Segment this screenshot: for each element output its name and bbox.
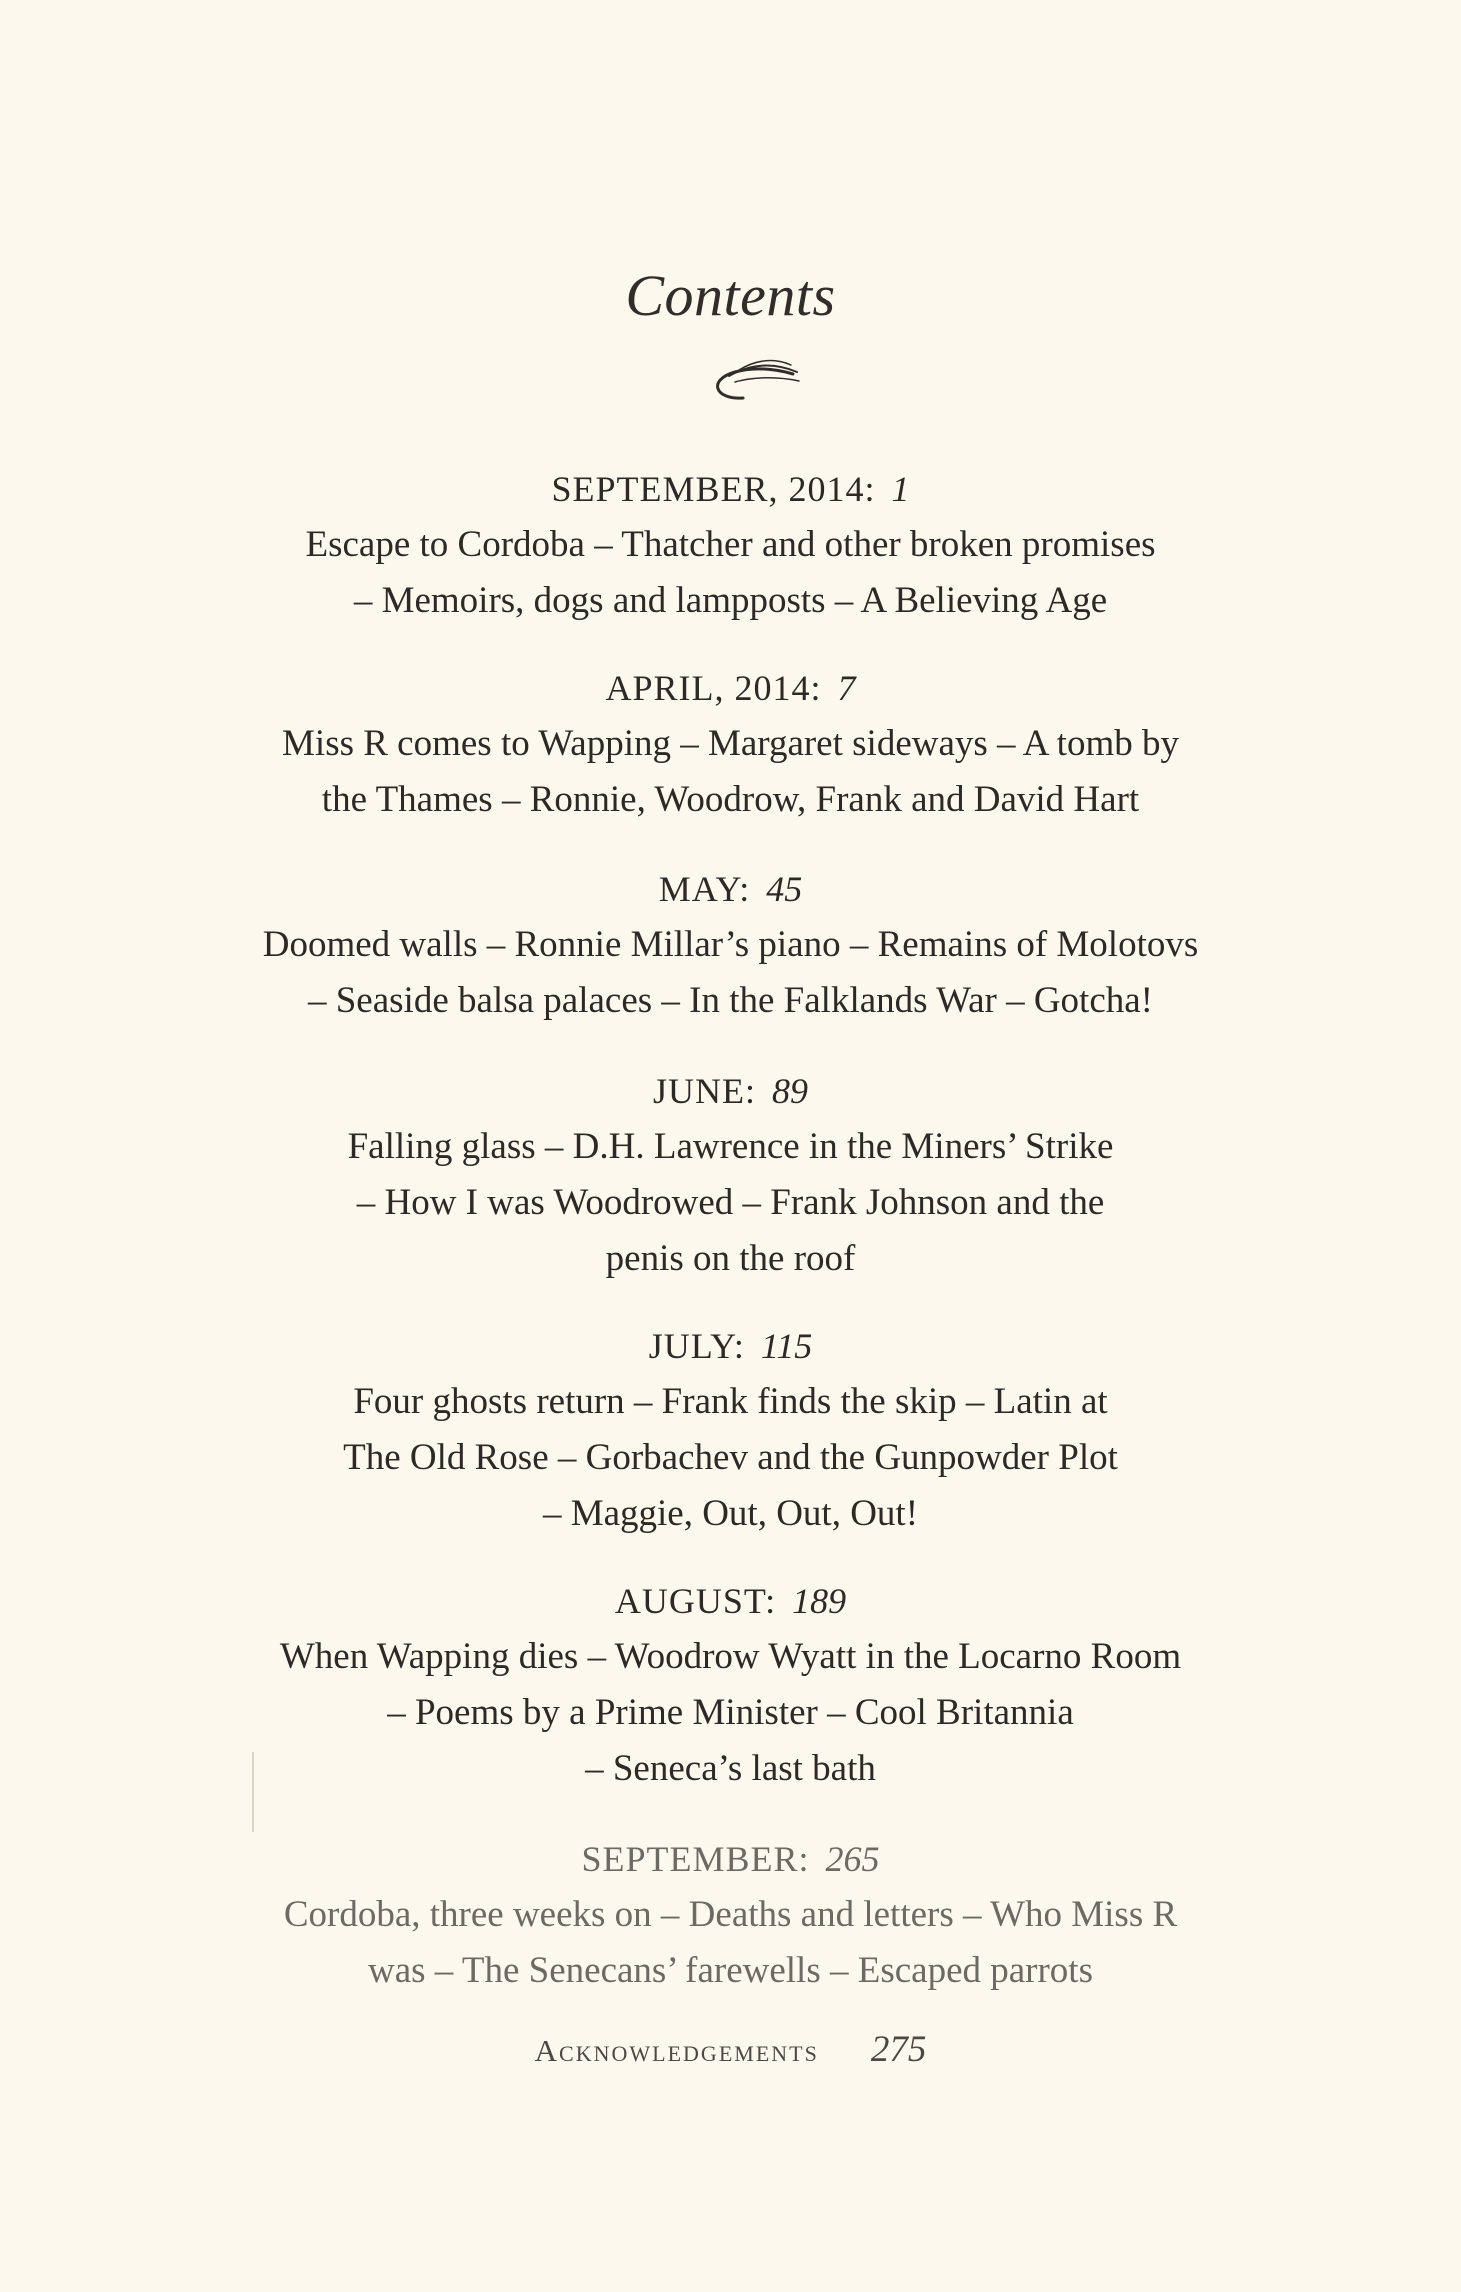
section-summary-line: Four ghosts return – Frank finds the skip – Latin at	[353, 1381, 1108, 1422]
section-heading-label: SEPTEMBER, 2014:	[551, 469, 876, 509]
section-summary-line: Miss R comes to Wapping – Margaret sideways – A tomb by	[282, 723, 1179, 764]
toc-section-may	[0, 861, 1461, 1029]
acknowledgements-page-number: 275	[870, 2029, 927, 2070]
section-heading-label: JUNE:	[653, 1071, 756, 1111]
section-heading	[0, 1831, 1461, 1887]
section-summary-line: – Seneca’s last bath	[585, 1748, 876, 1789]
section-summary-line: penis on the roof	[605, 1238, 856, 1279]
toc-section-august	[0, 1573, 1461, 1797]
section-summary-line: was – The Senecans’ farewells – Escaped parrots	[368, 1950, 1093, 1991]
section-summary-line: Escape to Cordoba – Thatcher and other broken promises	[305, 524, 1156, 565]
section-page-number: 45	[766, 869, 803, 909]
toc-section-september	[0, 1831, 1461, 1999]
section-summary-line: the Thames – Ronnie, Woodrow, Frank and David Hart	[321, 779, 1140, 820]
section-summary-line: Falling glass – D.H. Lawrence in the Miners’ Strike	[347, 1126, 1114, 1167]
section-heading	[0, 1318, 1461, 1374]
section-heading	[0, 660, 1461, 716]
toc-section-july	[0, 1318, 1461, 1542]
section-summary-line: – Memoirs, dogs and lampposts – A Believing Age	[353, 580, 1108, 621]
section-page-number: 115	[760, 1326, 813, 1366]
section-summary-line: – Seaside balsa palaces – In the Falklands War – Gotcha!	[307, 980, 1154, 1021]
section-heading	[0, 461, 1461, 517]
section-heading	[0, 1573, 1461, 1629]
section-heading-label: SEPTEMBER:	[581, 1839, 810, 1879]
toc-section-april-2014	[0, 660, 1461, 828]
section-heading-label: AUGUST:	[614, 1581, 777, 1621]
section-heading	[0, 861, 1461, 917]
section-summary-line: Doomed walls – Ronnie Millar’s piano – Remains of Molotovs	[262, 924, 1199, 965]
section-heading-label: APRIL, 2014:	[605, 668, 822, 708]
section-heading-label: MAY:	[658, 869, 751, 909]
section-page-number: 189	[792, 1581, 847, 1621]
section-page-number: 265	[825, 1839, 880, 1879]
toc-acknowledgements	[0, 2022, 1461, 2079]
section-heading	[0, 1063, 1461, 1119]
section-summary-line: – Poems by a Prime Minister – Cool Britannia	[387, 1692, 1074, 1733]
toc-section-september-2014	[0, 461, 1461, 629]
scan-margin-mark	[252, 1752, 254, 1832]
acknowledgements-label: Acknowledgements	[534, 2033, 819, 2068]
section-page-number: 1	[891, 469, 910, 509]
toc-section-june	[0, 1063, 1461, 1287]
section-summary-line: When Wapping dies – Woodrow Wyatt in the Locarno Room	[279, 1636, 1182, 1677]
section-summary-line: The Old Rose – Gorbachev and the Gunpowder Plot	[343, 1437, 1118, 1478]
section-summary-line: Cordoba, three weeks on – Deaths and letters – Who Miss R	[283, 1894, 1178, 1935]
flourish-icon	[695, 350, 805, 408]
section-summary-line: – How I was Woodrowed – Frank Johnson and the	[356, 1182, 1105, 1223]
section-heading-label: JULY:	[648, 1326, 745, 1366]
section-page-number: 7	[837, 668, 856, 708]
section-summary-line: – Maggie, Out, Out, Out!	[542, 1493, 919, 1534]
page-title: Contents	[625, 263, 836, 328]
section-page-number: 89	[772, 1071, 808, 1111]
